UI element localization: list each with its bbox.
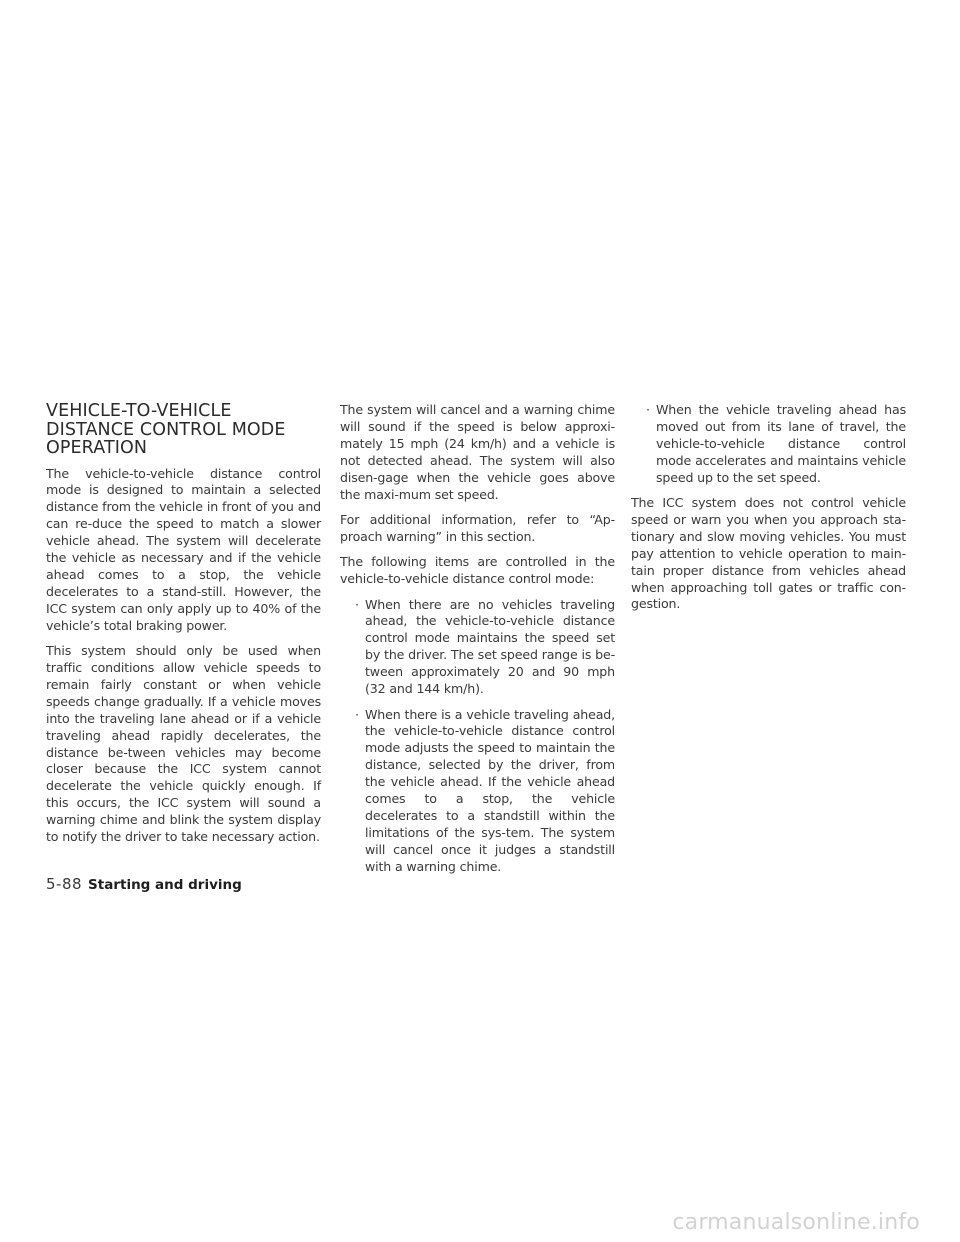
bullet-marker: · xyxy=(355,706,359,722)
section-title: Starting and driving xyxy=(88,877,242,893)
paragraph-usage: This system should only be used when traffic conditions allow vehicle speeds to remain fairly constant or when vehicle speeds change gradually. If a vehicle moves into the traveling lane ahead or if a vehicle traveling ahead rapidly decelerates, the distance be-tween vehicles may become closer because the ICC system cannot decelerate the vehicle quickly enough. If this occurs, the ICC system will sound a warning chime and blink the system display to notify the driver to take necessary action. xyxy=(46,643,321,845)
paragraph-reference: For additional information, refer to “Ap-proach warning” in this section. xyxy=(340,511,615,544)
list-item xyxy=(340,707,615,876)
paragraph-cancel: The system will cancel and a warning chime will sound if the speed is below approxi-mately 15 mph (24 km/h) and a vehicle is not detected ahead. The system will also disen-gage when the vehicle goes above the maxi-mum set speed. xyxy=(340,402,615,502)
heading-line-3: OPERATION xyxy=(46,438,148,458)
list-item xyxy=(631,402,906,487)
heading-line-2: DISTANCE CONTROL MODE xyxy=(46,419,286,440)
column-middle xyxy=(340,402,615,884)
column-right xyxy=(631,402,906,622)
paragraph-intro: The vehicle-to-vehicle distance control mode is designed to maintain a selected distance from the vehicle in front of you and can re-duce the speed to match a slower vehicle ahead. The system will decelerate the vehicle as necessary and if the vehicle ahead comes to a stop, the vehicle decelerates to a stand-still. However, the ICC system can only apply up to 40% of the vehicle’s total braking power. xyxy=(46,465,321,633)
paragraph-warning: The ICC system does not control vehicle speed or warn you when you approach sta-tionary and slow moving vehicles. You must pay attention to vehicle operation to main-tain proper distance from vehicles ahead when approaching toll gates or traffic con-gestion. xyxy=(631,495,906,612)
bullet-marker: · xyxy=(355,596,359,612)
paragraph-items-intro: The following items are controlled in the vehicle-to-vehicle distance control mode: xyxy=(340,554,615,587)
bullet-marker: · xyxy=(646,402,650,417)
watermark-text: carmanualsonline.info xyxy=(672,1210,920,1235)
page-number: 5-88 xyxy=(46,875,83,893)
list-item-text: When there are no vehicles traveling ahead, the vehicle-to-vehicle distance control mode maintains the speed set by the driver. The set speed range is be-tween approximately 20 and 90 mph (32 and 144 km/h). xyxy=(365,596,615,697)
heading-line-1: VEHICLE-TO-VEHICLE xyxy=(46,401,232,421)
list-item xyxy=(340,597,615,698)
page-footer xyxy=(46,874,242,895)
column-left xyxy=(46,402,321,854)
list-item-text: When there is a vehicle traveling ahead, the vehicle-to-vehicle distance control mode adjusts the speed to maintain the distance, selected by the driver, from the vehicle ahead. If the vehicle ahead comes to a stop, the vehicle decelerates to a standstill within the limitations of the sys-tem. The system will cancel once it judges a standstill with a warning chime. xyxy=(365,706,615,874)
section-heading xyxy=(46,402,321,458)
list-item-text: When the vehicle traveling ahead has moved out from its lane of travel, the vehicle-to-vehicle distance control mode accelerates and maintains vehicle speed up to the set speed. xyxy=(656,402,906,485)
